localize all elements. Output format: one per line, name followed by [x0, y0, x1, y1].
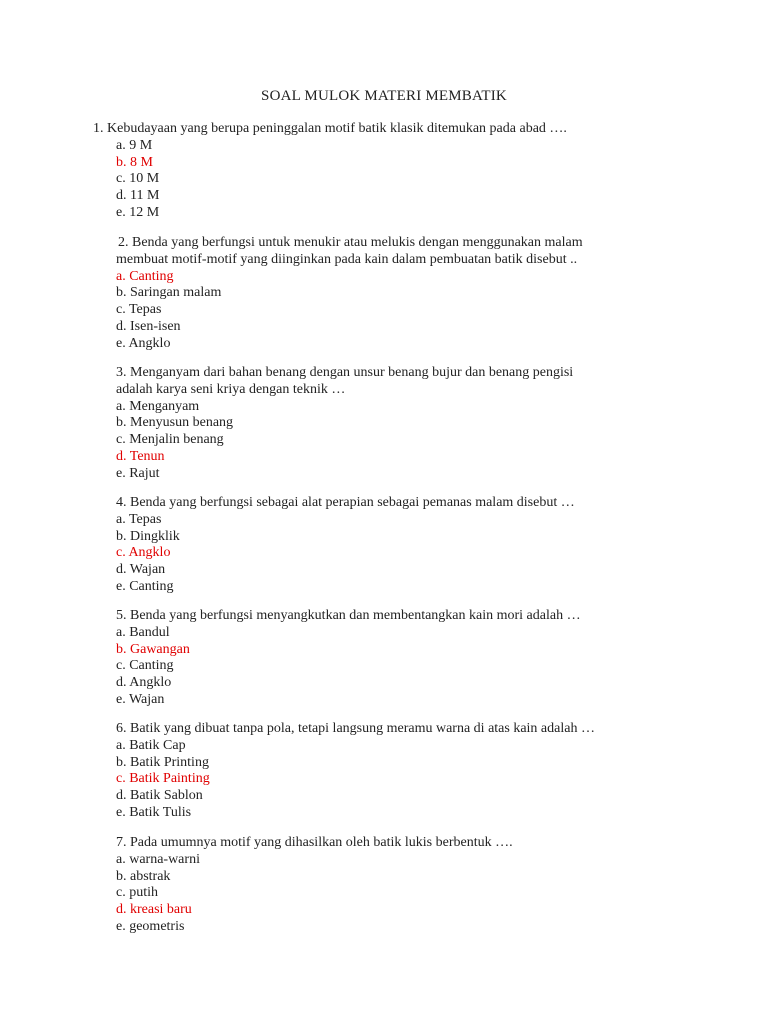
answer-option: d. Angklo	[116, 675, 172, 691]
answer-option: b. Batik Printing	[116, 754, 209, 770]
question-text: 2. Benda yang berfungsi untuk menukir atau melukis dengan menggunakan malam	[118, 235, 583, 250]
answer-option: a. warna-warni	[116, 851, 200, 867]
answer-option: c. Menjalin benang	[116, 432, 224, 448]
answer-option: b. Saringan malam	[116, 285, 222, 301]
question-text: membuat motif-motif yang diinginkan pada kain dalam pembuatan batik disebut ..	[116, 251, 578, 267]
answer-option-correct: d. Tenun	[116, 449, 165, 464]
answer-option: d. 11 M	[116, 188, 160, 204]
answer-option: e. Batik Tulis	[116, 805, 192, 820]
answer-option: a. Menganyam	[116, 398, 200, 414]
answer-option: e. Angklo	[116, 335, 171, 351]
answer-option: e. Rajut	[116, 465, 160, 481]
answer-option: e. geometris	[116, 919, 185, 934]
answer-option-correct: b. Gawangan	[116, 641, 190, 657]
question-text: adalah karya seni kriya dengan teknik …	[116, 381, 346, 397]
question-text: 4. Benda yang berfungsi sebagai alat perapian sebagai pemanas malam disebut …	[116, 495, 575, 510]
answer-option: e. Canting	[116, 579, 174, 594]
answer-option-correct: c. Angklo	[116, 545, 171, 561]
answer-option: a. Batik Cap	[116, 737, 186, 753]
answer-option-correct: c. Batik Painting	[116, 771, 210, 787]
answer-option: a. Bandul	[116, 624, 170, 640]
answer-option: c. putih	[116, 885, 158, 901]
question-text: 1. Kebudayaan yang berupa peninggalan motif batik klasik ditemukan pada abad ….	[93, 121, 567, 136]
answer-option: e. 12 M	[116, 205, 160, 220]
answer-option-correct: d. kreasi baru	[116, 902, 192, 918]
answer-option: b. Dingklik	[116, 528, 180, 544]
answer-option: a. Tepas	[116, 511, 162, 527]
answer-option: e. Wajan	[116, 692, 165, 707]
answer-option: a. 9 M	[116, 137, 153, 153]
answer-option: b. Menyusun benang	[116, 415, 234, 431]
answer-option-correct: a. Canting	[116, 268, 174, 284]
question-text: 6. Batik yang dibuat tanpa pola, tetapi langsung meramu warna di atas kain adalah …	[116, 721, 595, 736]
answer-option: c. Canting	[116, 658, 174, 674]
answer-option: c. 10 M	[116, 171, 160, 187]
answer-option: d. Wajan	[116, 562, 166, 578]
question-text: 3. Menganyam dari bahan benang dengan unsur benang bujur dan benang pengisi	[116, 365, 574, 380]
answer-option: d. Batik Sablon	[116, 788, 203, 804]
answer-option: b. abstrak	[116, 868, 171, 884]
page-title: SOAL MULOK MATERI MEMBATIK	[261, 88, 507, 104]
answer-option: c. Tepas	[116, 302, 162, 318]
question-text: 7. Pada umumnya motif yang dihasilkan oleh batik lukis berbentuk ….	[116, 835, 513, 850]
answer-option-correct: b. 8 M	[116, 154, 153, 170]
question-text: 5. Benda yang berfungsi menyangkutkan dan membentangkan kain mori adalah …	[116, 608, 581, 623]
answer-option: d. Isen-isen	[116, 319, 181, 334]
